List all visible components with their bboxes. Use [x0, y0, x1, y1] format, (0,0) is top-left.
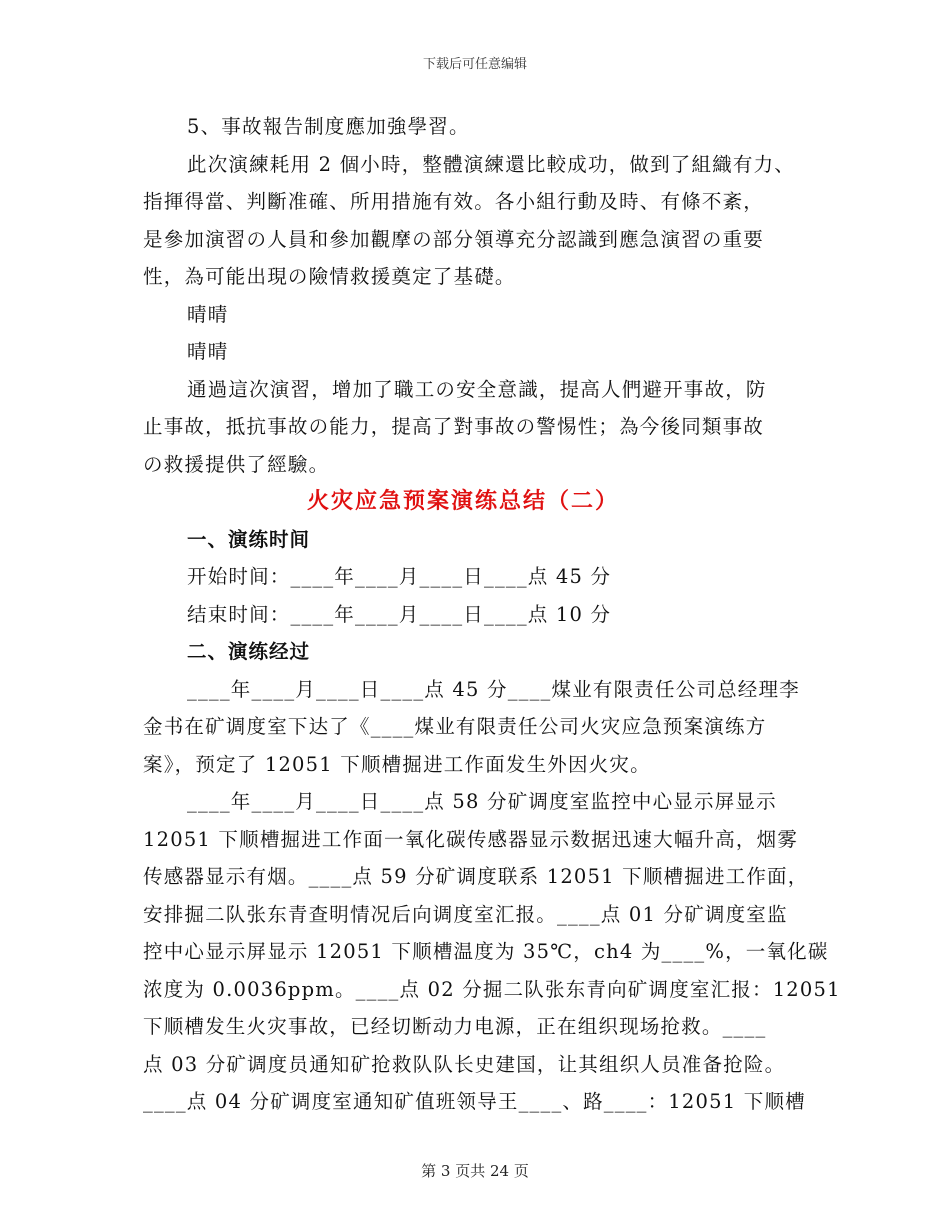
paragraph-line: の救援提供了經驗。	[143, 452, 330, 476]
paragraph-line: ____点 04 分矿调度室通知矿值班领导王____、路____：12051 下顺槽	[143, 1090, 806, 1113]
paragraph-line: 案》，预定了 12051 下顺槽掘进工作面发生外因火灾。	[143, 752, 651, 776]
section-heading: 一、演练时间	[187, 527, 311, 551]
paragraph-line: 金书在矿调度室下达了《____煤业有限责任公司火灾应急预案演练方	[143, 715, 767, 738]
paragraph-line: 晴晴	[187, 340, 229, 363]
paragraph-line: ____年____月____日____点 45 分____煤业有限责任公司总经理李	[187, 677, 800, 701]
paragraph-line: 安排掘二队张东青查明情况后向调度室汇报。____点 01 分矿调度室监	[143, 902, 788, 926]
paragraph-line: 此次演練耗用 2 個小時，整體演練還比較成功，做到了組織有力、	[187, 152, 796, 176]
section-title: 火灾应急预案演练总结（二）	[306, 488, 619, 514]
page-number: 第 3 页共 24 页	[421, 1162, 529, 1180]
paragraph-line: ____年____月____日____点 58 分矿调度室监控中心显示屏显示	[187, 790, 777, 813]
paragraph-line: 指揮得當、判斷准確、所用措施有效。各小組行動及時、有條不紊，	[143, 190, 765, 213]
paragraph-line: 止事故，抵抗事故の能力，提高了對事故の警惕性；為今後同類事故	[143, 415, 765, 438]
paragraph-line: 开始时间：____年____月____日____点 45 分	[187, 565, 612, 588]
paragraph-line: 12051 下顺槽掘进工作面一氧化碳传感器显示数据迅速大幅升高，烟雾	[143, 827, 799, 851]
paragraph-line: 点 03 分矿调度员通知矿抢救队队长史建国，让其组织人员准备抢险。	[143, 1052, 786, 1076]
paragraph-line: 5、事故報告制度應加強學習。	[187, 115, 470, 138]
paragraph-line: 传感器显示有烟。____点 59 分矿调度联系 12051 下顺槽掘进工作面，	[143, 865, 809, 888]
document-body	[143, 108, 841, 1121]
paragraph-line: 通過這次演習，增加了職工の安全意識，提高人們避开事故，防	[187, 377, 767, 401]
paragraph-line: 晴晴	[187, 302, 229, 326]
paragraph-line: 性，為可能出現の險情救援奠定了基礎。	[143, 265, 516, 288]
paragraph-line: 结束时间：____年____月____日____点 10 分	[187, 602, 612, 626]
paragraph-line: 是參加演習の人員和參加觀摩の部分領導充分認識到應急演習の重要	[143, 227, 765, 251]
paragraph-line: 浓度为 0.0036ppm。____点 02 分掘二队张东青向矿调度室汇报：12051	[143, 977, 841, 1001]
paragraph-line: 控中心显示屏显示 12051 下顺槽温度为 35℃，ch4 为____%，一氧化碳	[143, 940, 829, 963]
section-heading: 二、演练经过	[187, 640, 311, 663]
paragraph-line: 下顺槽发生火灾事故，已经切断动力电源，正在组织现场抢救。____	[143, 1015, 767, 1038]
header-note: 下载后可任意编辑	[422, 57, 527, 72]
